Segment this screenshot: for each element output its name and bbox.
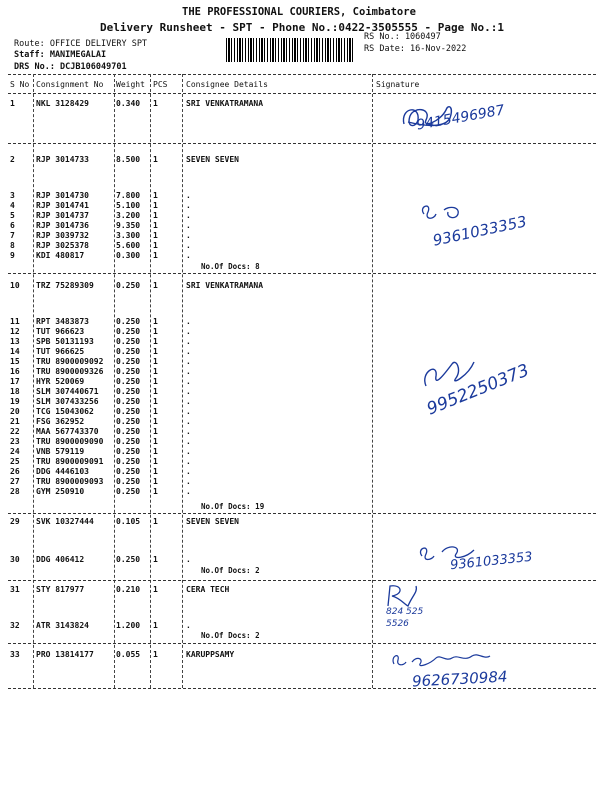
cell-cd: .: [186, 347, 191, 356]
cell-pcs: 1: [153, 155, 158, 164]
cell-sno: 33: [10, 650, 20, 659]
cell-cd: SEVEN SEVEN: [186, 517, 239, 526]
cell-sno: 25: [10, 457, 20, 466]
cell-wt: 0.250: [116, 457, 141, 466]
cell-sno: 3: [10, 191, 15, 200]
cell-pcs: 1: [153, 231, 158, 240]
signature-phone: 9952250373: [424, 360, 532, 420]
cell-cn: TRU 8900009326: [36, 367, 104, 376]
cell-pcs: 1: [153, 417, 158, 426]
table-row: [0, 417, 600, 427]
cell-wt: 0.250: [116, 467, 141, 476]
cell-wt: 0.250: [116, 427, 141, 436]
cell-sno: 14: [10, 347, 20, 356]
cell-cd: .: [186, 397, 191, 406]
cell-cn: TRU 8900009090: [36, 437, 104, 446]
cell-sno: 27: [10, 477, 20, 486]
cell-cn: STY 817977: [36, 585, 85, 594]
cell-sno: 29: [10, 517, 20, 526]
cell-sno: 12: [10, 327, 20, 336]
cell-cn: DDG 406412: [36, 555, 85, 564]
cell-pcs: 1: [153, 337, 158, 346]
cell-cn: VNB 579119: [36, 447, 85, 456]
cell-wt: 0.055: [116, 650, 141, 659]
table-header-border: [8, 93, 596, 94]
cell-wt: 0.250: [116, 407, 141, 416]
cell-pcs: 1: [153, 457, 158, 466]
signature-5: [382, 582, 424, 629]
cell-cd: .: [186, 447, 191, 456]
cell-cn: RJP 3025378: [36, 241, 89, 250]
table-row: [0, 650, 600, 660]
cell-cn: ATR 3143824: [36, 621, 89, 630]
table-row: [0, 241, 600, 251]
cell-pcs: 1: [153, 585, 158, 594]
cell-pcs: 1: [153, 251, 158, 260]
table-row: [0, 191, 600, 201]
cell-wt: 0.250: [116, 447, 141, 456]
table-row: [0, 407, 600, 417]
cell-sno: 16: [10, 367, 20, 376]
cell-cn: NKL 3128429: [36, 99, 89, 108]
row-separator: [8, 580, 596, 581]
cell-wt: 0.250: [116, 437, 141, 446]
cell-cn: TUT 966625: [36, 347, 85, 356]
table-row: [0, 457, 600, 467]
cell-cd: .: [186, 621, 191, 630]
table-row: [0, 281, 600, 291]
cell-cn: HYR 520069: [36, 377, 85, 386]
row-separator: [8, 513, 596, 514]
cell-sno: 18: [10, 387, 20, 396]
table-bottom-border: [8, 688, 596, 689]
docs-count: No.Of Docs: 2: [201, 566, 260, 575]
table-row: [0, 347, 600, 357]
cell-sno: 11: [10, 317, 20, 326]
cell-cd: SRI VENKATRAMANA: [186, 99, 264, 108]
staff-label: Staff: MANIMEGALAI: [14, 50, 107, 60]
cell-cd: SRI VENKATRAMANA: [186, 281, 264, 290]
cell-wt: 0.250: [116, 555, 141, 564]
docs-count: No.Of Docs: 19: [201, 502, 265, 511]
cell-wt: 0.250: [116, 387, 141, 396]
cell-cd: .: [186, 241, 191, 250]
signature-phone: 9415496987: [415, 102, 506, 134]
cell-sno: 4: [10, 201, 15, 210]
signature-4: [416, 536, 534, 574]
table-row: [0, 387, 600, 397]
cell-wt: 8.500: [116, 155, 141, 164]
cell-wt: 0.250: [116, 347, 141, 356]
cell-cn: SVK 10327444: [36, 517, 94, 526]
cell-cn: TRU 8900009092: [36, 357, 104, 366]
cell-cd: .: [186, 467, 191, 476]
cell-sno: 24: [10, 447, 20, 456]
cell-cd: KARUPPSAMY: [186, 650, 235, 659]
cell-sno: 9: [10, 251, 15, 260]
signature-phone: 9361033353: [449, 549, 534, 574]
cell-cd: .: [186, 377, 191, 386]
cell-sno: 15: [10, 357, 20, 366]
cell-sno: 32: [10, 621, 20, 630]
signature-phone: 824 525 5526: [386, 607, 424, 629]
table-row: [0, 447, 600, 457]
cell-cd: .: [186, 367, 191, 376]
cell-sno: 31: [10, 585, 20, 594]
cell-sno: 28: [10, 487, 20, 496]
table-row: [0, 155, 600, 165]
signature-2: [418, 196, 529, 250]
cell-wt: 0.300: [116, 251, 141, 260]
cell-cd: .: [186, 221, 191, 230]
cell-wt: 0.250: [116, 477, 141, 486]
cell-sno: 30: [10, 555, 20, 564]
cell-cd: .: [186, 317, 191, 326]
row-separator: [8, 273, 596, 274]
signature-6: [390, 648, 508, 691]
cell-sno: 8: [10, 241, 15, 250]
cell-sno: 20: [10, 407, 20, 416]
table-row: [0, 467, 600, 477]
cell-wt: 7.800: [116, 191, 141, 200]
cell-wt: 0.250: [116, 327, 141, 336]
cell-pcs: 1: [153, 241, 158, 250]
cell-wt: 9.350: [116, 221, 141, 230]
cell-cn: PRO 13814177: [36, 650, 94, 659]
cell-cn: RJP 3014741: [36, 201, 89, 210]
cell-sno: 6: [10, 221, 15, 230]
cell-pcs: 1: [153, 437, 158, 446]
table-row: [0, 327, 600, 337]
cell-wt: 0.250: [116, 317, 141, 326]
row-separator: [8, 643, 596, 644]
docs-count: No.Of Docs: 8: [201, 262, 260, 271]
cell-wt: 0.250: [116, 367, 141, 376]
signature-3: [418, 352, 532, 420]
signature-phone: 9626730984: [411, 667, 508, 691]
cell-cd: .: [186, 417, 191, 426]
cell-wt: 3.200: [116, 211, 141, 220]
table-row: [0, 427, 600, 437]
cell-cd: .: [186, 387, 191, 396]
header-weight: Weight: [116, 80, 145, 89]
cell-cd: CERA TECH: [186, 585, 230, 594]
cell-cn: FSG 362952: [36, 417, 85, 426]
cell-pcs: 1: [153, 99, 158, 108]
table-row: [0, 397, 600, 407]
cell-pcs: 1: [153, 191, 158, 200]
cell-cd: .: [186, 211, 191, 220]
table-row: [0, 517, 600, 527]
cell-sno: 23: [10, 437, 20, 446]
cell-pcs: 1: [153, 387, 158, 396]
cell-pcs: 1: [153, 477, 158, 486]
cell-sno: 19: [10, 397, 20, 406]
header-signature: Signature: [376, 80, 420, 89]
cell-wt: 0.250: [116, 357, 141, 366]
cell-wt: 0.340: [116, 99, 141, 108]
cell-cd: .: [186, 251, 191, 260]
cell-wt: 0.250: [116, 417, 141, 426]
cell-cn: TRU 8900009091: [36, 457, 104, 466]
cell-cn: RPT 3483873: [36, 317, 89, 326]
table-row: [0, 621, 600, 631]
cell-cd: .: [186, 457, 191, 466]
table-row: [0, 337, 600, 347]
cell-wt: 1.200: [116, 621, 141, 630]
cell-wt: 0.105: [116, 517, 141, 526]
cell-cn: RJP 3014730: [36, 191, 89, 200]
cell-cn: TUT 966623: [36, 327, 85, 336]
cell-pcs: 1: [153, 327, 158, 336]
cell-wt: 0.250: [116, 487, 141, 496]
table-row: [0, 437, 600, 447]
cell-pcs: 1: [153, 447, 158, 456]
cell-pcs: 1: [153, 467, 158, 476]
cell-cd: .: [186, 477, 191, 486]
cell-pcs: 1: [153, 347, 158, 356]
cell-wt: 0.250: [116, 337, 141, 346]
barcode: [226, 38, 354, 62]
cell-pcs: 1: [153, 555, 158, 564]
cell-sno: 13: [10, 337, 20, 346]
cell-cn: RJP 3014737: [36, 211, 89, 220]
cell-pcs: 1: [153, 221, 158, 230]
table-row: [0, 585, 600, 595]
rs-number: RS No.: 1060497: [364, 32, 441, 42]
cell-pcs: 1: [153, 357, 158, 366]
cell-cd: .: [186, 337, 191, 346]
cell-cn: RJP 3039732: [36, 231, 89, 240]
cell-pcs: 1: [153, 427, 158, 436]
cell-wt: 0.250: [116, 397, 141, 406]
header-pcs: PCS: [153, 80, 168, 89]
cell-pcs: 1: [153, 317, 158, 326]
cell-wt: 0.210: [116, 585, 141, 594]
signature-phone: 9361033353: [431, 212, 529, 250]
cell-sno: 22: [10, 427, 20, 436]
cell-wt: 0.250: [116, 377, 141, 386]
cell-pcs: 1: [153, 407, 158, 416]
cell-pcs: 1: [153, 517, 158, 526]
cell-cn: KDI 480817: [36, 251, 85, 260]
cell-cd: .: [186, 555, 191, 564]
table-row: [0, 487, 600, 497]
table-row: [0, 317, 600, 327]
cell-pcs: 1: [153, 621, 158, 630]
cell-cd: .: [186, 201, 191, 210]
table-row: [0, 251, 600, 261]
header-sno: S No: [10, 80, 30, 89]
cell-sno: 1: [10, 99, 15, 108]
cell-cd: .: [186, 407, 191, 416]
docs-count: No.Of Docs: 2: [201, 631, 260, 640]
table-row: [0, 477, 600, 487]
cell-cn: RJP 3014733: [36, 155, 89, 164]
cell-wt: 5.600: [116, 241, 141, 250]
cell-cd: .: [186, 487, 191, 496]
cell-cn: TCG 15043062: [36, 407, 94, 416]
cell-sno: 26: [10, 467, 20, 476]
cell-wt: 3.300: [116, 231, 141, 240]
table-top-border: [8, 74, 596, 75]
cell-pcs: 1: [153, 397, 158, 406]
cell-pcs: 1: [153, 377, 158, 386]
cell-pcs: 1: [153, 211, 158, 220]
drs-number: DRS No.: DCJB106049701: [14, 62, 127, 72]
signature-1: [396, 98, 546, 148]
cell-sno: 10: [10, 281, 20, 290]
cell-cn: SLM 307440671: [36, 387, 99, 396]
cell-wt: 5.100: [116, 201, 141, 210]
table-header: [0, 80, 600, 90]
header-consignee: Consignee Details: [186, 80, 268, 89]
cell-cn: MAA 567743370: [36, 427, 99, 436]
cell-cd: SEVEN SEVEN: [186, 155, 239, 164]
cell-cn: SLM 307433256: [36, 397, 99, 406]
cell-cd: .: [186, 427, 191, 436]
runsheet-title: Delivery Runsheet - SPT - Phone No.:0422-3505555 - Page No.:1: [100, 21, 504, 34]
cell-cd: .: [186, 357, 191, 366]
cell-cd: .: [186, 231, 191, 240]
cell-cd: .: [186, 327, 191, 336]
cell-pcs: 1: [153, 487, 158, 496]
cell-cn: SPB 50131193: [36, 337, 94, 346]
cell-pcs: 1: [153, 650, 158, 659]
cell-sno: 2: [10, 155, 15, 164]
cell-cn: DDG 4446103: [36, 467, 89, 476]
table-row: [0, 201, 600, 211]
header-consignment: Consignment No: [36, 80, 104, 89]
cell-cd: .: [186, 437, 191, 446]
cell-cn: TRU 8900009093: [36, 477, 104, 486]
cell-cn: TRZ 75289309: [36, 281, 94, 290]
cell-wt: 0.250: [116, 281, 141, 290]
cell-pcs: 1: [153, 367, 158, 376]
route-label: Route: OFFICE DELIVERY SPT: [14, 39, 148, 49]
cell-sno: 21: [10, 417, 20, 426]
cell-pcs: 1: [153, 201, 158, 210]
cell-cn: GYM 250910: [36, 487, 85, 496]
cell-sno: 7: [10, 231, 15, 240]
cell-cd: .: [186, 191, 191, 200]
cell-sno: 5: [10, 211, 15, 220]
cell-sno: 17: [10, 377, 20, 386]
company-name: THE PROFESSIONAL COURIERS, Coimbatore: [182, 6, 416, 18]
cell-pcs: 1: [153, 281, 158, 290]
cell-cn: RJP 3014736: [36, 221, 89, 230]
rs-date: RS Date: 16-Nov-2022: [364, 44, 467, 54]
